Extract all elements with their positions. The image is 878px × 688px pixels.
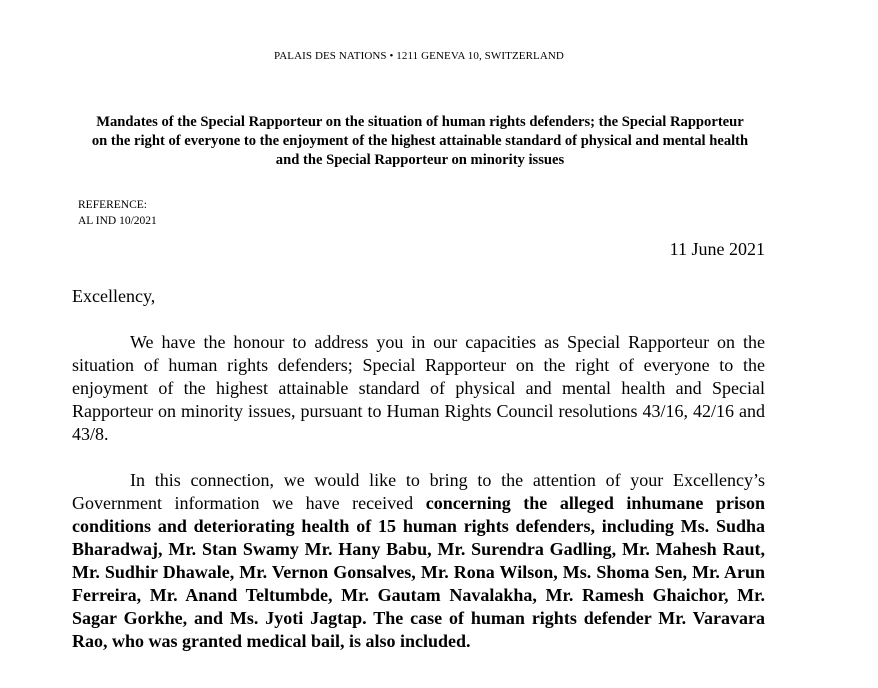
paragraph-1 <box>72 331 765 446</box>
salutation: Excellency, <box>72 286 156 306</box>
reference-block <box>78 197 157 229</box>
paragraph-1-text: We have the honour to address you in our capacities as Special Rapporteur on the situation of human rights defenders; Special Rapporteur on the right of everyone to the enjoyment of the highest attainable standard of physical and mental health and Special Rapporteur on minority issues, pursuant to Human Rights Council resolutions 43/16, 42/16 and 43/8. <box>72 332 765 444</box>
letterhead-address: PALAIS DES NATIONS • 1211 GENEVA 10, SWITZERLAND <box>274 50 564 62</box>
paragraph-2-bold-text: concerning the alleged inhumane prison conditions and deteriorating health of 15 human rights defenders, including Ms. Sudha Bharadwaj, Mr. Stan Swamy Mr. Hany Babu, Mr. Surendra Gadling, Mr. Mahesh Raut, Mr. Sudhir Dhawale, Mr. Vernon Gonsalves, Mr. Rona Wilson, Ms. Shoma Sen, Mr. Arun Ferreira, Mr. Anand Teltumbde, Mr. Gautam Navalakha, Mr. Ramesh Ghaichor, Mr. Sagar Gorkhe, and Ms. Jyoti Jagtap. The case of human rights defender Mr. Varavara Rao, who was granted medical bail, is also included. <box>72 493 766 651</box>
reference-label: REFERENCE: <box>78 199 148 211</box>
mandates-title: Mandates of the Special Rapporteur on the situation of human rights defenders; the Special Rapporteur on the right of everyone to the enjoyment of the highest attainable standard of physical and mental health and the Special Rapporteur on minority issues <box>91 114 749 168</box>
letter-date: 11 June 2021 <box>669 239 765 259</box>
reference-code: AL IND 10/2021 <box>78 215 157 227</box>
paragraph-2 <box>72 469 765 653</box>
paragraph-2-text: In this connection, we would like to bring to the attention of your Excellency’s Government information we have received <box>72 470 765 513</box>
